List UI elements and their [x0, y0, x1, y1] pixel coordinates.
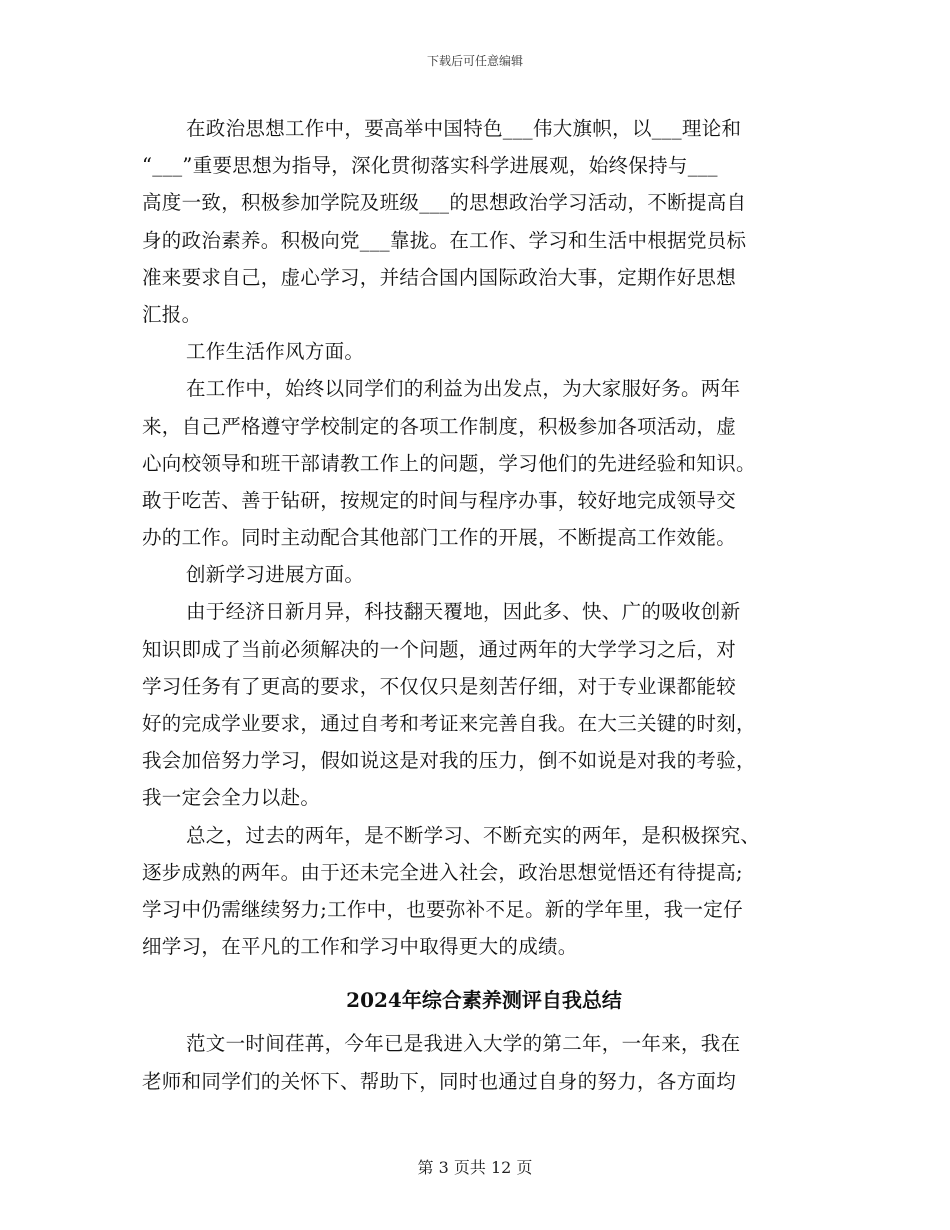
page-footer: 第 3 页共 12 页 [417, 1158, 533, 1177]
paragraph-line: 来，自己严格遵守学校制定的各项工作制度，积极参加各项活动，虚 [142, 414, 737, 438]
paragraph-line: 由于经济日新月异，科技翻天覆地，因此多、快、广的吸收创新 [186, 600, 741, 624]
body-section-2 [142, 1025, 822, 1099]
document-body [142, 110, 822, 1100]
paragraph-line: 准来要求自己，虚心学习，并结合国内国际政治大事，定期作好思想 [142, 265, 737, 289]
paragraph-line: 汇报。 [142, 302, 202, 326]
paragraph-line: 在工作中，始终以同学们的利益为出发点，为大家服好务。两年 [186, 377, 741, 401]
paragraph-line: 高度一致，积极参加学院及班级___的思想政治学习活动，不断提高自 [142, 191, 747, 215]
paragraph [142, 556, 822, 593]
paragraph-line: 办的工作。同时主动配合其他部门工作的开展，不断提高工作效能。 [142, 526, 737, 550]
paragraph-line: 心向校领导和班干部请教工作上的问题，学习他们的先进经验和知识。 [142, 451, 756, 475]
paragraph [142, 817, 822, 966]
document-title: 2024年综合素养测评自我总结 [346, 988, 622, 1013]
paragraph [142, 333, 822, 370]
paragraph-line: 知识即成了当前必须解决的一个问题，通过两年的大学学习之后，对 [142, 637, 737, 661]
paragraph-line: 细学习，在平凡的工作和学习中取得更大的成绩。 [142, 935, 578, 959]
paragraph-line: 身的政治素养。积极向党___靠拢。在工作、学习和生活中根据党员标 [142, 228, 747, 252]
paragraph-line: 老师和同学们的关怀下、帮助下，同时也通过自身的努力，各方面均 [142, 1069, 737, 1093]
paragraph-line: 逐步成熟的两年。由于还未完全进入社会，政治思想觉悟还有待提高; [142, 860, 743, 884]
paragraph-line: 总之，过去的两年，是不断学习、不断充实的两年，是积极探究、 [186, 823, 761, 847]
page-header: 下载后可任意编辑 [426, 54, 523, 68]
paragraph-line: 学习中仍需继续努力;工作中，也要弥补不足。新的学年里，我一定仔 [142, 897, 743, 921]
paragraph-line: 敢于吃苦、善于钻研，按规定的时间与程序办事，较好地完成领导交 [142, 488, 737, 512]
paragraph [142, 593, 822, 816]
paragraph-line: 范文一时间荏苒，今年已是我进入大学的第二年，一年来，我在 [186, 1032, 741, 1056]
paragraph-line: 在政治思想工作中，要高举中国特色___伟大旗帜，以___理论和 [186, 117, 742, 140]
paragraph-line: 创新学习进展方面。 [186, 563, 365, 587]
paragraph [142, 370, 822, 556]
paragraph [142, 1025, 822, 1099]
body-section-1 [142, 110, 822, 965]
paragraph-line: “___”重要思想为指导，深化贯彻落实科学进展观，始终保持与___ [142, 154, 718, 178]
paragraph-line: 学习任务有了更高的要求，不仅仅只是刻苦仔细，对于专业课都能较 [142, 674, 737, 698]
paragraph-line: 好的完成学业要求，通过自考和考证来完善自我。在大三关键的时刻， [142, 712, 756, 735]
paragraph-line: 我一定会全力以赴。 [142, 786, 321, 810]
paragraph-line: 工作生活作风方面。 [186, 340, 365, 364]
paragraph-line: 我会加倍努力学习，假如说这是对我的压力，倒不如说是对我的考验， [142, 749, 756, 773]
paragraph [142, 110, 822, 333]
